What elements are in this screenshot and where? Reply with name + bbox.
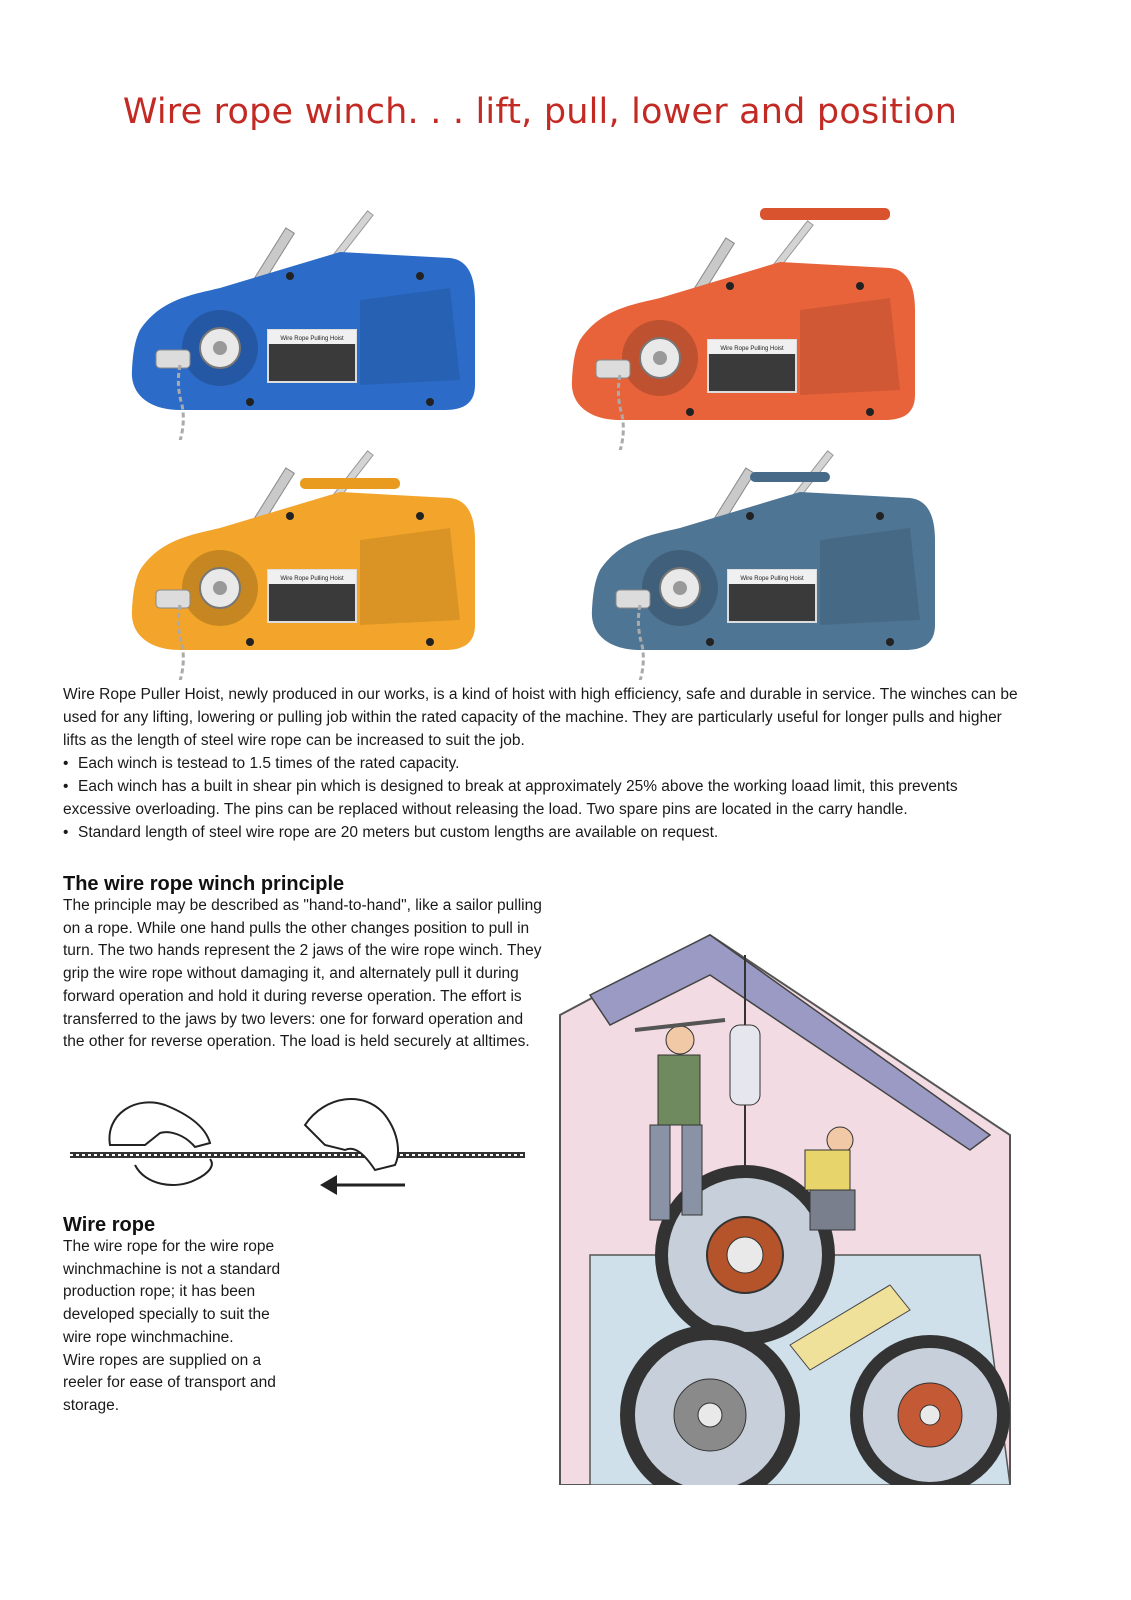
bullet-item: • Each winch is testead to 1.5 times of the rated capacity.	[63, 755, 460, 772]
orange-winch-image	[560, 190, 960, 450]
nameplate-label: Wire Rope Pulling Hoist	[740, 576, 804, 582]
intro-section	[63, 683, 1023, 844]
yellow-winch-image	[120, 420, 520, 680]
intro-paragraph: Wire Rope Puller Hoist, newly produced in our works, is a kind of hoist with high efficiency, safe and durable in service. The winches can be used for any lifting, lowering or pulling job within the rated capacity of the machine. They are particularly useful for longer pulls and higher lifts as the length of steel wire rope can be increased to suit the job.	[63, 686, 1018, 749]
principle-heading: The wire rope winch principle	[63, 873, 345, 895]
nameplate-label: Wire Rope Pulling Hoist	[280, 576, 344, 582]
slate-blue-winch-image	[580, 420, 980, 680]
page-title: Wire rope winch. . . lift, pull, lower and position	[122, 92, 958, 132]
bullet-item: • Each winch has a built in shear pin which is designed to break at approximately 25% above the working loaad limit, this prevents excessive overloading. The pins can be replaced without releasing the load. Two spare pins are located in the carry handle.	[63, 778, 958, 818]
wire-rope-text: The wire rope for the wire rope winchmachine is not a standard production rope; it has been developed specially to suit the wire rope winchmachine. Wire ropes are supplied on a reeler for ease of transport and storage.	[63, 1238, 281, 1414]
blue-winch-image	[120, 180, 520, 440]
principle-text: The principle may be described as "hand-to-hand", like a sailor pulling on a rope. While one hand pulls the other changes position to pull in turn. The two hands represent the 2 jaws of the wire rope winch. They grip the wire rope without damaging it, and alternately pull it during forward operation and hold it during reverse operation. The effort is transferred to the jaws by two levers: one for forward operation and the other for reverse operation. The load is held securely at alltimes.	[63, 897, 542, 1051]
winch-interior-illustration	[550, 915, 1020, 1485]
bullet-item: • Standard length of steel wire rope are 20 meters but custom lengths are available on request.	[63, 824, 719, 841]
nameplate-label: Wire Rope Pulling Hoist	[280, 336, 344, 342]
wire-rope-heading: Wire rope	[63, 1214, 156, 1236]
hand-to-hand-illustration	[65, 1085, 535, 1205]
nameplate-label: Wire Rope Pulling Hoist	[720, 346, 784, 352]
